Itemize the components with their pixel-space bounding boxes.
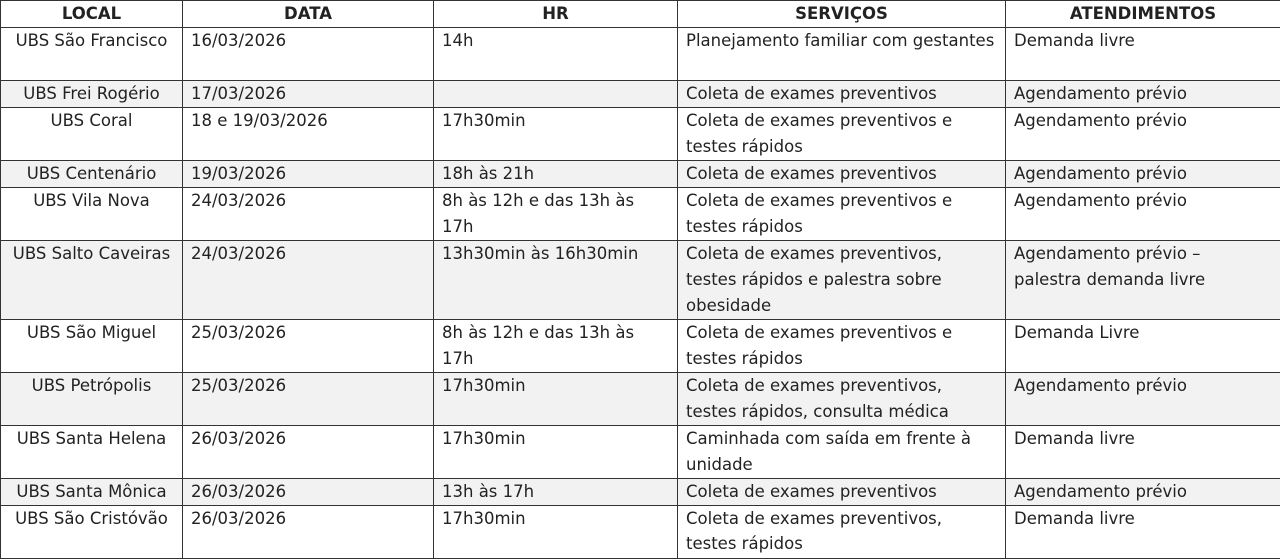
cell-data: 25/03/2026 — [183, 373, 434, 426]
cell-hr: 17h30min — [434, 506, 678, 559]
table-row — [1, 81, 1280, 108]
cell-hr: 14h — [434, 28, 678, 81]
cell-local: UBS São Miguel — [1, 320, 183, 373]
cell-hr: 8h às 12h e das 13h às 17h — [434, 188, 678, 241]
cell-atendimentos: Agendamento prévio — [1006, 81, 1280, 108]
cell-data: 16/03/2026 — [183, 28, 434, 81]
header-atendimentos: ATENDIMENTOS — [1006, 1, 1280, 28]
cell-local: UBS São Cristóvão — [1, 506, 183, 559]
header-data: DATA — [183, 1, 434, 28]
table-row — [1, 479, 1280, 506]
cell-data: 24/03/2026 — [183, 241, 434, 320]
cell-local: UBS Vila Nova — [1, 188, 183, 241]
cell-hr: 17h30min — [434, 108, 678, 161]
cell-atendimentos: Agendamento prévio — [1006, 108, 1280, 161]
cell-servicos: Coleta de exames preventivos — [678, 161, 1006, 188]
cell-atendimentos: Agendamento prévio — [1006, 373, 1280, 426]
table-row — [1, 320, 1280, 373]
cell-atendimentos: Demanda Livre — [1006, 320, 1280, 373]
cell-atendimentos: Agendamento prévio — [1006, 479, 1280, 506]
cell-hr: 17h30min — [434, 426, 678, 479]
cell-atendimentos: Agendamento prévio — [1006, 161, 1280, 188]
table-row — [1, 373, 1280, 426]
cell-data: 19/03/2026 — [183, 161, 434, 188]
header-servicos: SERVIÇOS — [678, 1, 1006, 28]
cell-local: UBS São Francisco — [1, 28, 183, 81]
header-row — [1, 1, 1280, 28]
cell-servicos: Coleta de exames preventivos e testes rápidos — [678, 108, 1006, 161]
cell-hr: 13h30min às 16h30min — [434, 241, 678, 320]
header-local: LOCAL — [1, 1, 183, 28]
header-hr: HR — [434, 1, 678, 28]
cell-local: UBS Coral — [1, 108, 183, 161]
cell-atendimentos: Agendamento prévio — [1006, 188, 1280, 241]
cell-hr: 18h às 21h — [434, 161, 678, 188]
cell-servicos: Coleta de exames preventivos, testes rápidos — [678, 506, 1006, 559]
cell-servicos: Coleta de exames preventivos, testes rápidos e palestra sobre obesidade — [678, 241, 1006, 320]
cell-data: 25/03/2026 — [183, 320, 434, 373]
cell-atendimentos: Agendamento prévio – palestra demanda livre — [1006, 241, 1280, 320]
table-row — [1, 28, 1280, 81]
cell-local: UBS Petrópolis — [1, 373, 183, 426]
cell-data: 17/03/2026 — [183, 81, 434, 108]
cell-atendimentos: Demanda livre — [1006, 28, 1280, 81]
cell-atendimentos: Demanda livre — [1006, 506, 1280, 559]
cell-servicos: Coleta de exames preventivos e testes rápidos — [678, 320, 1006, 373]
table-row — [1, 506, 1280, 559]
cell-data: 26/03/2026 — [183, 479, 434, 506]
table-row — [1, 161, 1280, 188]
cell-local: UBS Salto Caveiras — [1, 241, 183, 320]
cell-hr: 17h30min — [434, 373, 678, 426]
cell-servicos: Coleta de exames preventivos — [678, 81, 1006, 108]
cell-local: UBS Santa Mônica — [1, 479, 183, 506]
cell-servicos: Coleta de exames preventivos, testes rápidos, consulta médica — [678, 373, 1006, 426]
cell-servicos: Coleta de exames preventivos — [678, 479, 1006, 506]
cell-local: UBS Centenário — [1, 161, 183, 188]
table-row — [1, 108, 1280, 161]
table-row — [1, 426, 1280, 479]
cell-data: 26/03/2026 — [183, 426, 434, 479]
cell-atendimentos: Demanda livre — [1006, 426, 1280, 479]
table-row — [1, 188, 1280, 241]
cell-servicos: Planejamento familiar com gestantes — [678, 28, 1006, 81]
table-row — [1, 241, 1280, 320]
cell-data: 24/03/2026 — [183, 188, 434, 241]
cell-servicos: Caminhada com saída em frente à unidade — [678, 426, 1006, 479]
cell-local: UBS Santa Helena — [1, 426, 183, 479]
cell-local: UBS Frei Rogério — [1, 81, 183, 108]
cell-hr — [434, 81, 678, 108]
cell-hr: 13h às 17h — [434, 479, 678, 506]
cell-servicos: Coleta de exames preventivos e testes rápidos — [678, 188, 1006, 241]
cell-data: 26/03/2026 — [183, 506, 434, 559]
cell-data: 18 e 19/03/2026 — [183, 108, 434, 161]
cell-hr: 8h às 12h e das 13h às 17h — [434, 320, 678, 373]
